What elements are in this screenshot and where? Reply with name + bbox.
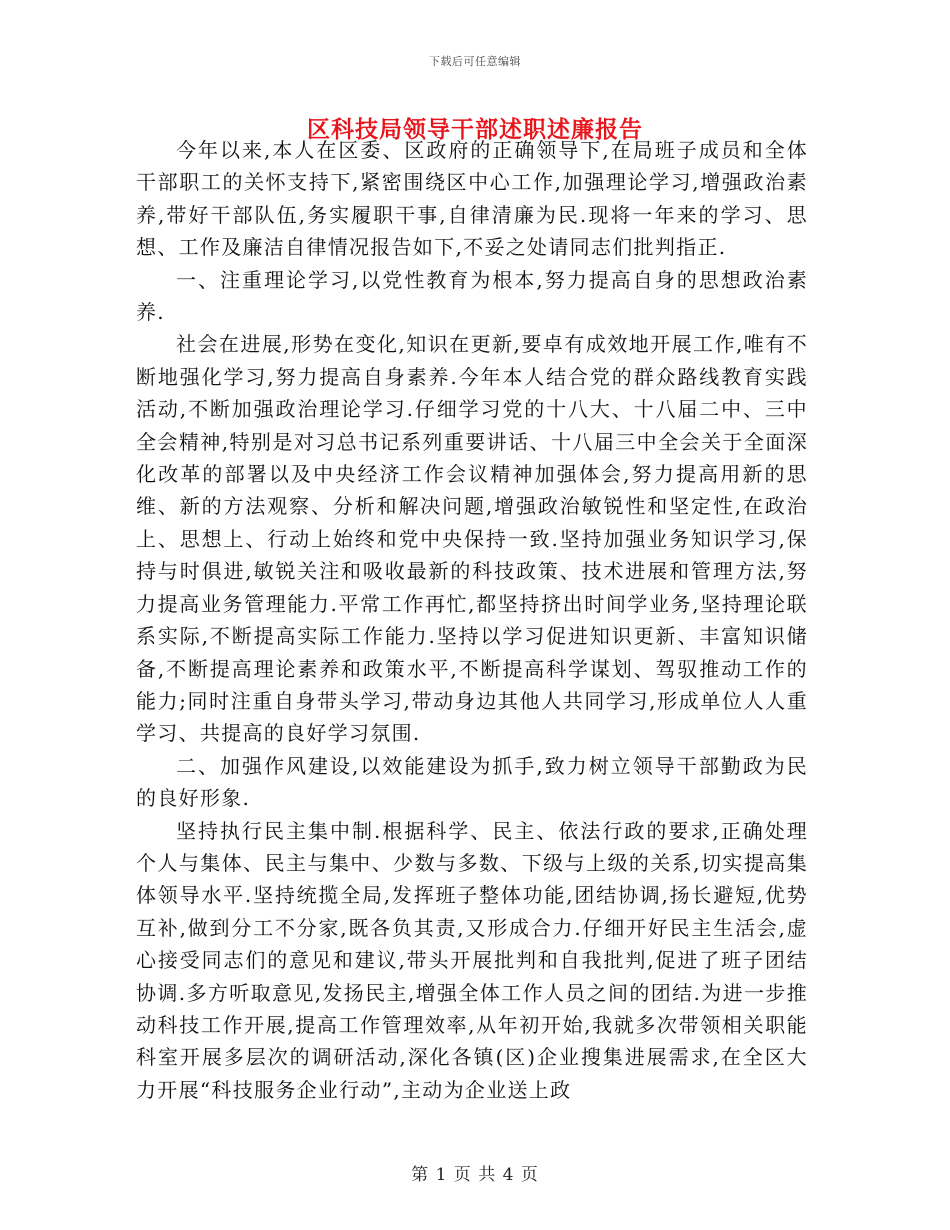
section-heading-2: 二、加强作风建设,以效能建设为抓手,致力树立领导干部勤政为民的良好形象. [136,753,808,811]
paragraph-intro: 今年以来,本人在区委、区政府的正确领导下,在局班子成员和全体干部职工的关怀支持下,紧密围绕区中心工作,加强理论学习,增强政治素养,带好干部队伍,务实履职干事,自律清廉为民.现将一年来的学习、思想、工作及廉洁自律情况报告如下,不妥之处请同志们批判指正. [136,138,808,260]
paragraph-section-2: 坚持执行民主集中制.根据科学、民主、依法行政的要求,正确处理个人与集体、民主与集中、少数与多数、下级与上级的关系,切实提高集体领导水平.坚持统揽全局,发挥班子整体功能,团结协调,扬长避短,优势互补,做到分工不分家,既各负其责,又形成合力.仔细开好民主生活会,虚心接受同志们的意见和建议,带头开展批判和自我批判,促进了班子团结协调.多方听取意见,发扬民主,增强全体工作人员之间的团结.为进一步推动科技工作开展,提高工作管理效率,从年初开始,我就多次带领相关职能科室开展多层次的调研活动,深化各镇(区)企业搜集进展需求,在全区大力开展“科技服务企业行动”,主动为企业送上政 [136,818,808,1102]
section-heading-1: 一、注重理论学习,以党性教育为根本,努力提高自身的思想政治素养. [136,267,808,325]
header-note: 下载后可任意编辑 [429,55,521,68]
document-title: 区科技局领导干部述职述廉报告 [307,116,643,143]
page-number-footer: 第 1 页 共 4 页 [411,1165,539,1185]
document-body [136,134,808,1106]
paragraph-section-1: 社会在进展,形势在变化,知识在更新,要卓有成效地开展工作,唯有不断地强化学习,努力提高自身素养.今年本人结合党的群众路线教育实践活动,不断加强政治理论学习.仔细学习党的十八大、十八届二中、三中全会精神,特别是对习总书记系列重要讲话、十八届三中全会关于全面深化改革的部署以及中央经济工作会议精神加强体会,努力提高用新的思维、新的方法观察、分析和解决问题,增强政治敏锐性和坚定性,在政治上、思想上、行动上始终和党中央保持一致.坚持加强业务知识学习,保持与时俱进,敏锐关注和吸收最新的科技政策、技术进展和管理方法,努力提高业务管理能力.平常工作再忙,都坚持挤出时间学业务,坚持理论联系实际,不断提高实际工作能力.坚持以学习促进知识更新、丰富知识储备,不断提高理论素养和政策水平,不断提高科学谋划、驾驭推动工作的能力;同时注重自身带头学习,带动身边其他人共同学习,形成单位人人重学习、共提高的良好学习氛围. [136,332,808,746]
